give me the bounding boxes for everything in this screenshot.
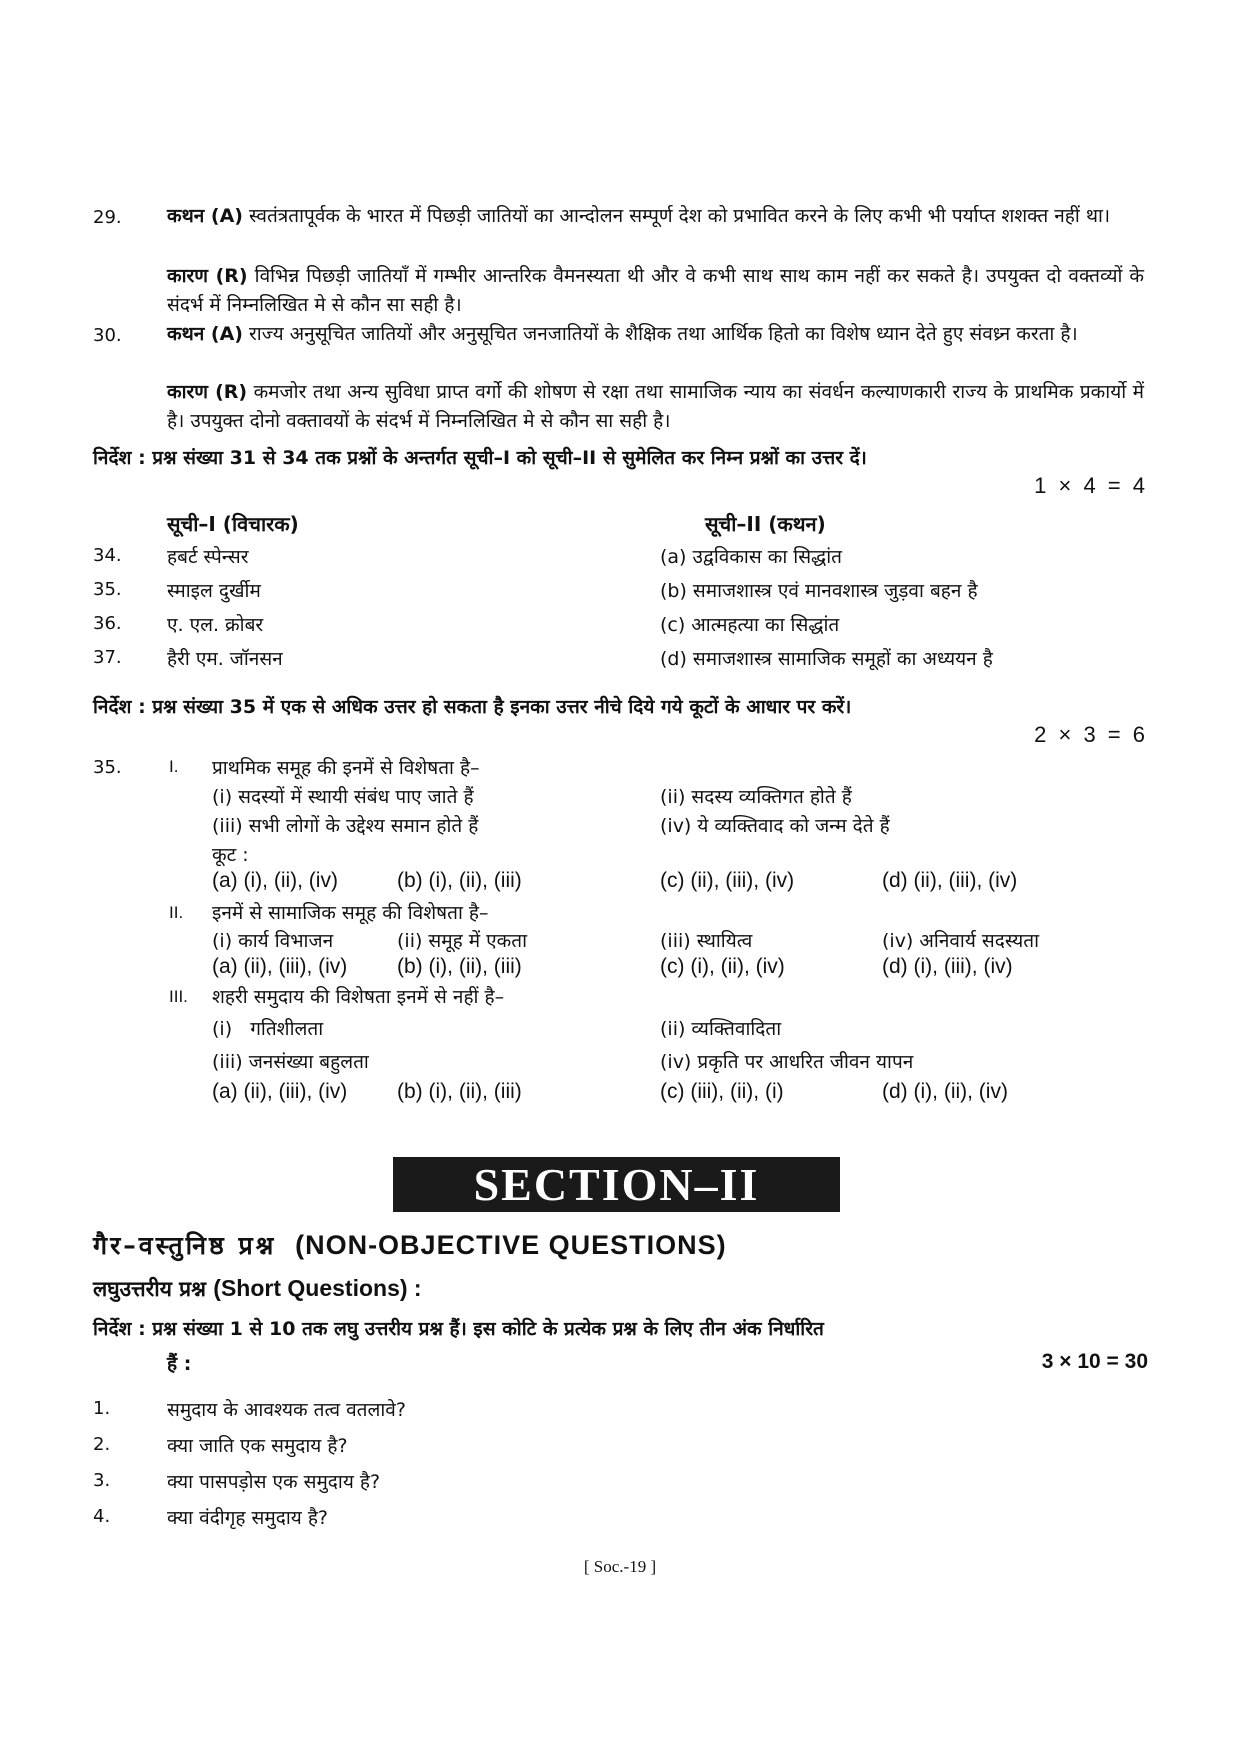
sub-question-roman: II. [169,903,184,922]
match-row-right: (b) समाजशास्त्र एवं मानवशास्त्र जुड़वा बहन है [660,580,978,602]
reason-text: विभिन्न पिछड़ी जातियाँ में गम्भीर आन्तरिक वैमनस्यता थी और वे कभी साथ साथ काम नहीं कर सकते है। उपयुक्त दो वक्तव्यों के संदर्भ में निम्नलिखित मे से कौन सा सही है। [167,265,1145,316]
match-row-right: (d) समाजशास्त्र सामाजिक समूहों का अध्ययन है [660,648,993,670]
marks-31-34: 1 × 4 = 4 [1034,473,1148,498]
short-question-text: क्या जाति एक समुदाय है? [167,1435,348,1457]
question-number: 29. [93,207,122,228]
option: (i) गतिशीलता [212,1018,324,1040]
code-choice: (a) (ii), (iii), (iv) [212,1080,348,1103]
direction-31-34: निर्देश : प्रश्न संख्या 31 से 34 तक प्रश्नों के अन्तर्गत सूची–I को सूची–II से सुमेलित कर निम्न प्रश्नों का उत्तर दें। [93,447,867,469]
section-marks: 3 × 10 = 30 [1041,1350,1148,1373]
reason-text: कमजोर तथा अन्य सुविधा प्राप्त वर्गो की शोषण से रक्षा तथा सामाजिक न्याय का संवर्धन कल्याणकारी राज्य के प्राथमिक प्रकार्यो में है। उपयुक्त दोनो वक्तावयों के संदर्भ में निम्नलिखित मे से कौन सा सही है। [167,381,1144,432]
section-heading-hindi: गैर–वस्तुनिष्ठ प्रश्न [93,1231,277,1260]
option: (ii) समूह में एकता [397,930,528,952]
option: (iii) स्थायित्व [660,930,753,952]
code-choice: (b) (i), (ii), (iii) [397,869,522,892]
option: (ii) सदस्य व्यक्तिगत होते हैं [660,786,852,808]
option: (iv) ये व्यक्तिवाद को जन्म देते हैं [660,815,890,837]
assertion-label: कथन (A) [167,205,243,227]
section-heading-english: (NON-OBJECTIVE QUESTIONS) [295,1230,727,1260]
match-row-right: (c) आत्महत्या का सिद्धांत [660,614,840,636]
short-question-number: 2. [93,1434,111,1455]
short-question-number: 4. [93,1506,111,1527]
assertion-text: स्वतंत्रतापूर्वक के भारत में पिछड़ी जातियों का आन्दोलन सम्पूर्ण देश को प्रभावित करने के लिए कभी भी पर्याप्त शशक्त नहीं था। [249,205,1111,227]
question-30-assertion [167,320,1144,349]
section-heading [93,1228,727,1262]
koot-label: कूट : [212,844,249,866]
code-choice: (c) (i), (ii), (iv) [660,955,785,978]
page-footer: [ Soc.-19 ] [583,1557,657,1576]
sub-question-text: प्राथमिक समूह की इनमें से विशेषता है– [212,757,480,779]
option: (i) कार्य विभाजन [212,930,334,952]
question-30-reason [167,378,1144,436]
option: (iii) जनसंख्या बहुलता [212,1051,369,1073]
sub-question-roman: III. [169,987,188,1006]
section-banner: SECTION–II [393,1157,840,1212]
question-number: 35. [93,757,122,778]
match-row-left: हबर्ट स्पेन्सर [167,546,249,568]
short-question-number: 1. [93,1398,111,1419]
short-question-text: क्या वंदीगृह समुदाय है? [167,1507,328,1529]
section-direction-continued: हैं : [167,1353,192,1375]
sub-heading [93,1275,422,1303]
section-direction: निर्देश : प्रश्न संख्या 1 से 10 तक लघु उत्तरीय प्रश्न हैं। इस कोटि के प्रत्येक प्रश्न के लिए तीन अंक निर्धारित [93,1318,824,1340]
sub-question-text: शहरी समुदाय की विशेषता इनमें से नहीं है– [212,986,505,1008]
assertion-label: कथन (A) [167,323,243,345]
list-2-heading: सूची–II (कथन) [705,512,826,536]
match-row-number: 36. [93,613,122,634]
question-29-assertion [167,202,1144,231]
short-question-text: क्या पासपड़ोस एक समुदाय है? [167,1471,381,1493]
sub-question-text: इनमें से सामाजिक समूह की विशेषता है– [212,902,489,924]
option: (iii) सभी लोगों के उद्देश्य समान होते हैं [212,815,479,837]
match-row-number: 35. [93,579,122,600]
reason-label: कारण (R) [167,381,248,403]
code-choice: (c) (iii), (ii), (i) [660,1080,784,1103]
match-row-left: हैरी एम. जॉनसन [167,648,283,670]
direction-35: निर्देश : प्रश्न संख्या 35 में एक से अधिक उत्तर हो सकता है इनका उत्तर नीचे दिये गये कूटों के आधार पर करें। [93,696,852,718]
short-question-text: समुदाय के आवश्यक तत्व वतलावे? [167,1399,406,1421]
question-number: 30. [93,325,122,346]
match-row-left: स्माइल दुर्खीम [167,580,261,602]
assertion-text: राज्य अनुसूचित जातियों और अनुसूचित जनजातियों के शैक्षिक तथा आर्थिक हितो का विशेष ध्यान देते हुए संवध्र्न करता है। [249,323,1078,345]
question-29-reason [167,262,1144,320]
sub-heading-english: (Short Questions) : [213,1275,422,1301]
code-choice: (c) (ii), (iii), (iv) [660,869,795,892]
list-1-heading: सूची–I (विचारक) [167,512,299,536]
code-choice: (a) (i), (ii), (iv) [212,869,338,892]
code-choice: (a) (ii), (iii), (iv) [212,955,348,978]
option: (ii) व्यक्तिवादिता [660,1018,782,1040]
option: (i) सदस्यों में स्थायी संबंध पाए जाते हैं [212,786,474,808]
code-choice: (d) (i), (iii), (iv) [882,955,1013,978]
code-choice: (d) (ii), (iii), (iv) [882,869,1018,892]
match-row-number: 34. [93,545,122,566]
option: (iv) अनिवार्य सदस्यता [882,930,1040,952]
code-choice: (b) (i), (ii), (iii) [397,955,522,978]
sub-heading-hindi: लघुउत्तरीय प्रश्न [93,1277,206,1301]
match-row-number: 37. [93,647,122,668]
match-row-left: ए. एल. क्रोबर [167,614,264,636]
match-row-right: (a) उद्वविकास का सिद्धांत [660,546,842,568]
marks-35: 2 × 3 = 6 [1034,722,1148,747]
reason-label: कारण (R) [167,265,248,287]
short-question-number: 3. [93,1470,111,1491]
sub-question-roman: I. [169,757,179,776]
code-choice: (d) (i), (ii), (iv) [882,1080,1008,1103]
option: (iv) प्रकृति पर आधरित जीवन यापन [660,1051,914,1073]
code-choice: (b) (i), (ii), (iii) [397,1080,522,1103]
